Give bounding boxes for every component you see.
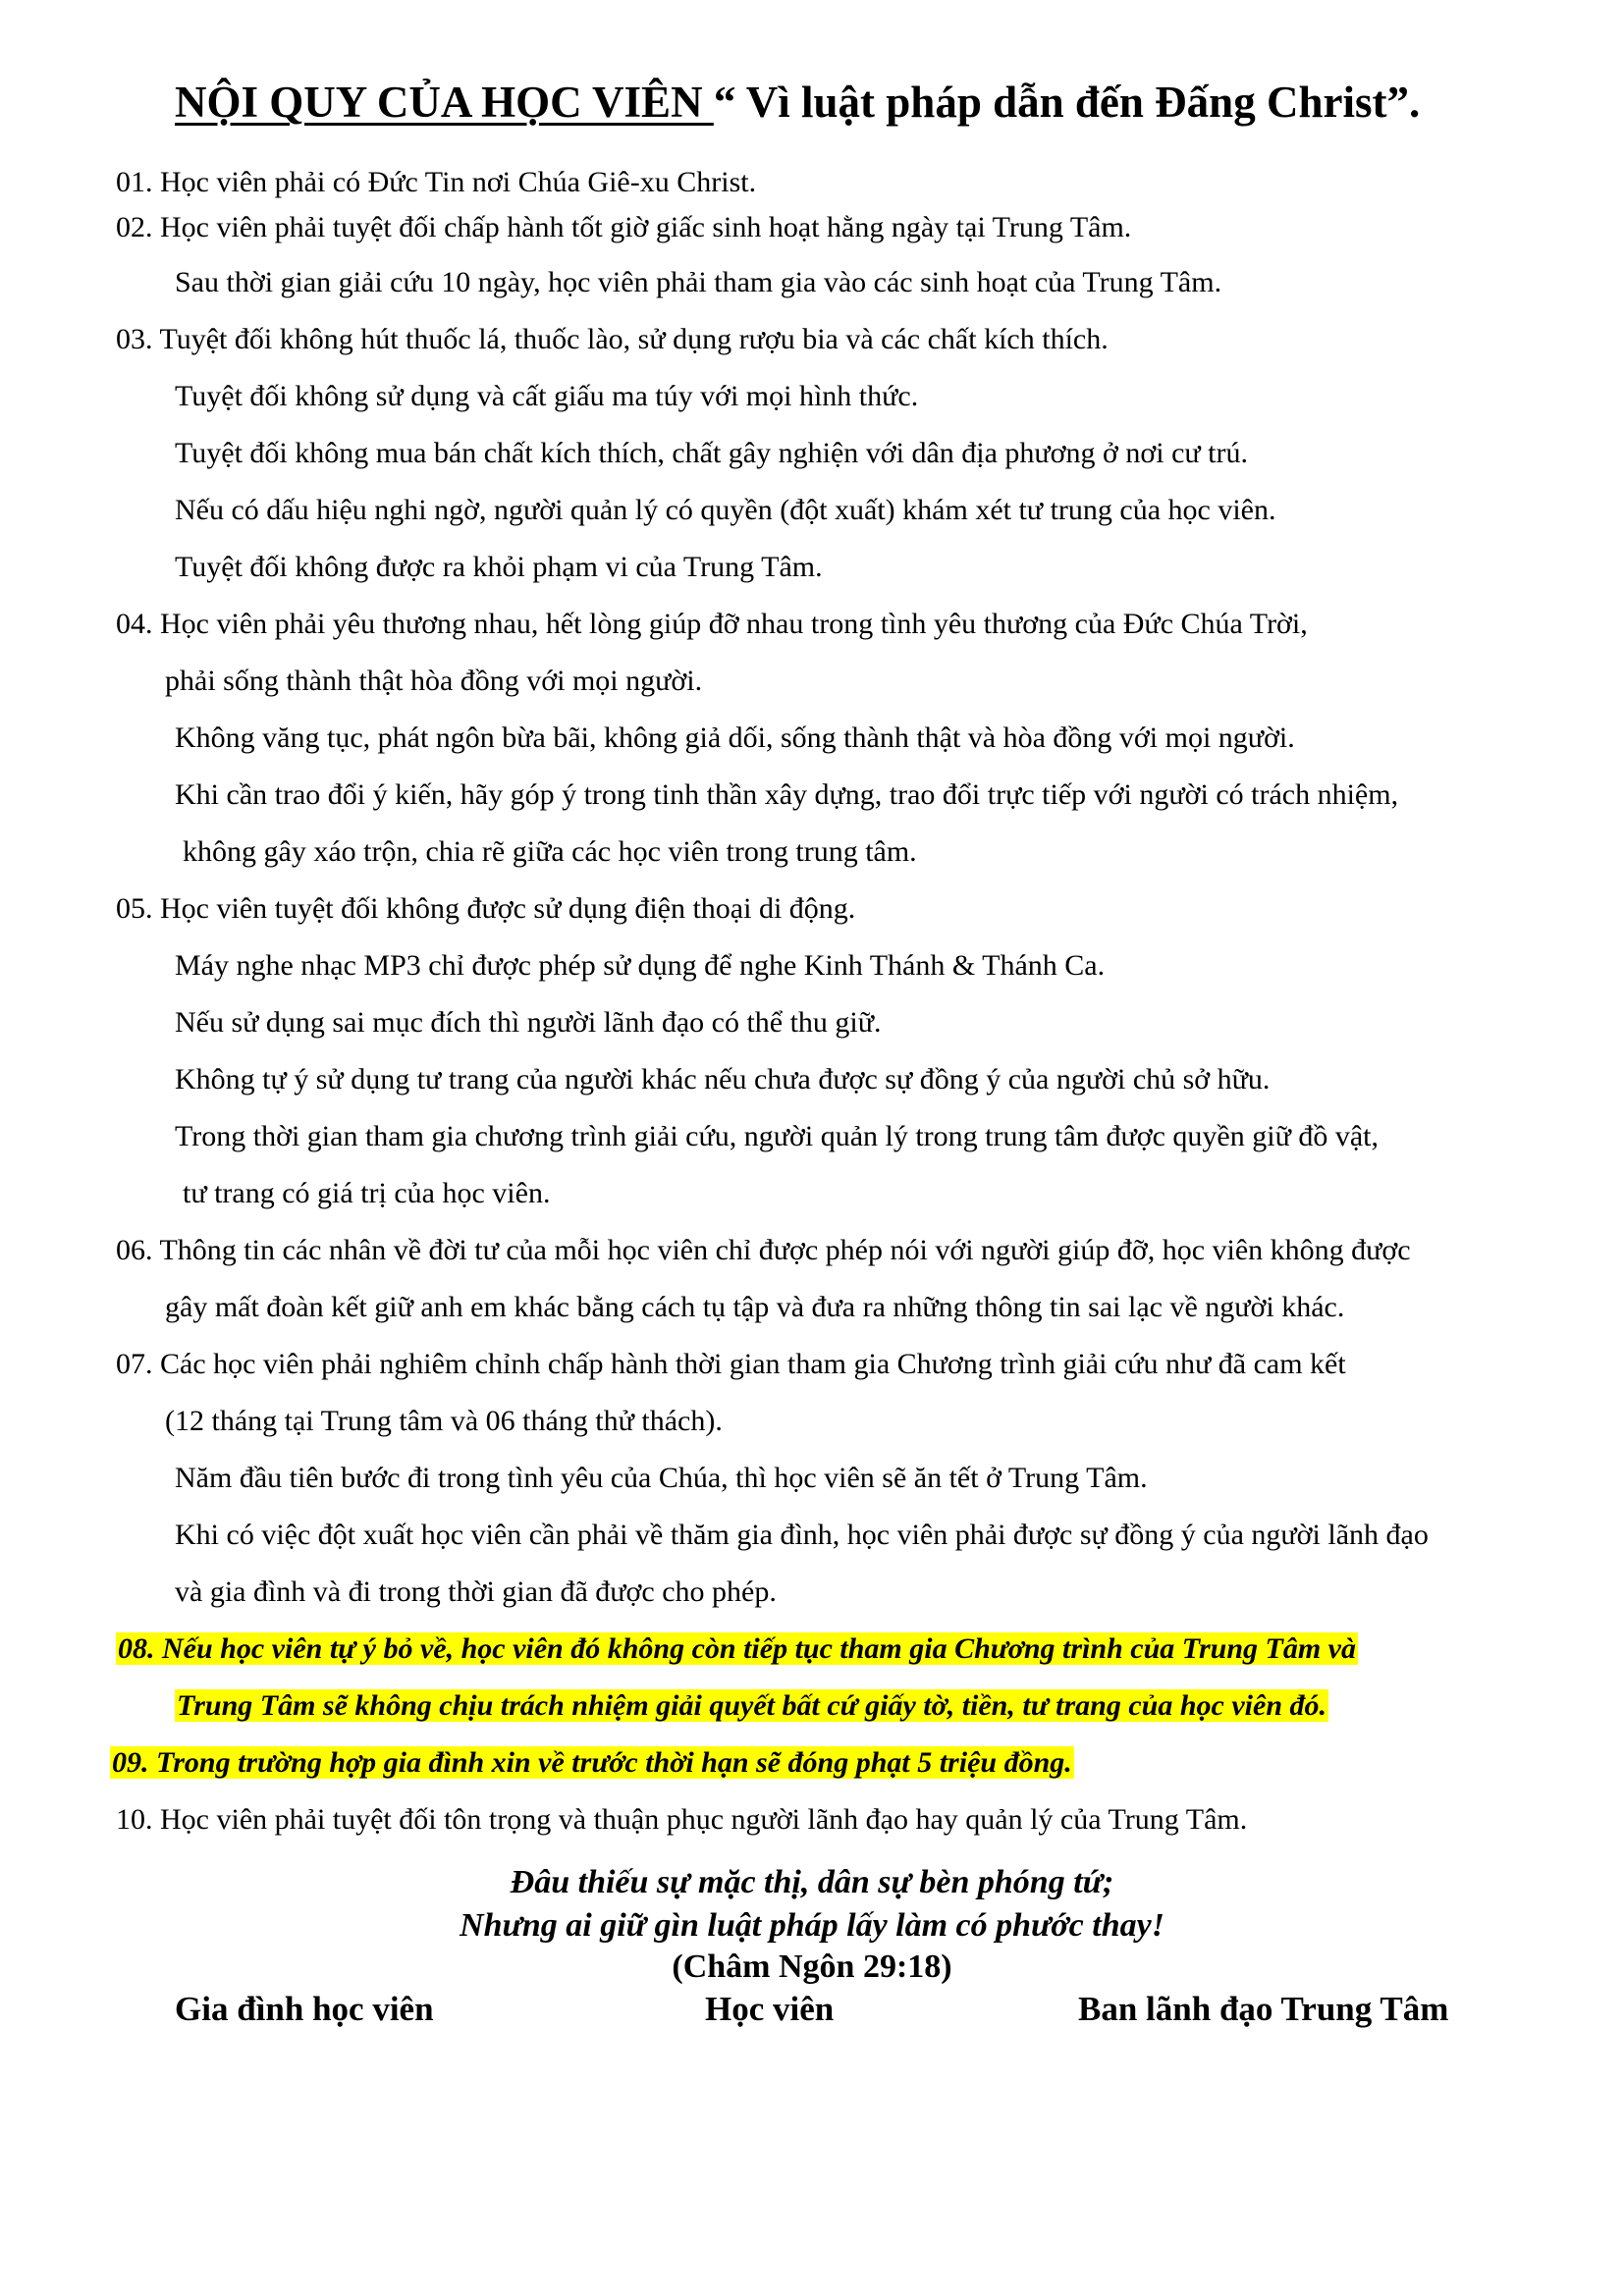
- rule-05-detail-3: Không tự ý sử dụng tư trang của người khác nếu chưa được sự đồng ý của người chủ sở hữu.: [175, 1063, 1271, 1095]
- rule-10: 10. Học viên phải tuyệt đối tôn trọng và thuận phục người lãnh đạo hay quản lý của Trung Tâm.: [116, 1803, 1248, 1836]
- rule-07-detail-1: Năm đầu tiên bước đi trong tình yêu của Chúa, thì học viên sẽ ăn tết ở Trung Tâm.: [175, 1462, 1148, 1494]
- title-underlined: NỘI QUY CỦA HỌC VIÊN: [175, 78, 714, 127]
- rule-03-detail-1: Tuyệt đối không sử dụng và cất giấu ma túy với mọi hình thức.: [175, 380, 919, 412]
- rule-07: 07. Các học viên phải nghiêm chỉnh chấp hành thời gian tham gia Chương trình giải cứu như đã cam kết: [116, 1348, 1346, 1380]
- rule-04-detail-1: Không văng tục, phát ngôn bừa bãi, không giả dối, sống thành thật và hòa đồng với mọi người.: [175, 721, 1295, 754]
- rule-05-detail-1: Máy nghe nhạc MP3 chỉ được phép sử dụng để nghe Kinh Thánh & Thánh Ca.: [175, 949, 1106, 982]
- signature-leadership: Ban lãnh đạo Trung Tâm: [1078, 1990, 1449, 2028]
- rule-05: 05. Học viên tuyệt đối không được sử dụng điện thoại di động.: [116, 892, 856, 925]
- rule-08: [116, 1629, 1358, 1669]
- rule-08-cont-highlight: Trung Tâm sẽ không chịu trách nhiệm giải quyết bất cứ giấy tờ, tiền, tư trang của học viên đó.: [177, 1689, 1327, 1722]
- rule-06: 06. Thông tin các nhân về đời tư của mỗi học viên chỉ được phép nói với người giúp đỡ, học viên không được: [116, 1234, 1411, 1266]
- rule-07-detail-2: Khi có việc đột xuất học viên cần phải về thăm gia đình, học viên phải được sự đồng ý của người lãnh đạo: [175, 1519, 1429, 1551]
- rule-04-cont: phải sống thành thật hòa đồng với mọi người.: [165, 665, 703, 697]
- signature-family: Gia đình học viên: [175, 1990, 434, 2028]
- rule-09-highlight: 09. Trong trường hợp gia đình xin về trước thời hạn sẽ đóng phạt 5 triệu đồng.: [112, 1746, 1072, 1779]
- signature-student: Học viên: [705, 1990, 835, 2028]
- rule-04-detail-2: Khi cần trao đổi ý kiến, hãy góp ý trong tinh thần xây dựng, trao đổi trực tiếp với người có trách nhiệm,: [175, 778, 1399, 811]
- title-subtitle: “ Vì luật pháp dẫn đến Đấng Christ”.: [713, 78, 1421, 127]
- rule-02-detail: Sau thời gian giải cứu 10 ngày, học viên phải tham gia vào các sinh hoạt của Trung Tâm.: [175, 266, 1222, 298]
- rule-04: 04. Học viên phải yêu thương nhau, hết lòng giúp đỡ nhau trong tình yêu thương của Đức Chúa Trời,: [116, 608, 1308, 640]
- rule-03: 03. Tuyệt đối không hút thuốc lá, thuốc lào, sử dụng rượu bia và các chất kích thích.: [116, 323, 1109, 355]
- rule-01: 01. Học viên phải có Đức Tin nơi Chúa Giê-xu Christ.: [116, 166, 757, 198]
- rule-07-cont: (12 tháng tại Trung tâm và 06 tháng thử thách).: [165, 1405, 723, 1437]
- rule-06-cont: gây mất đoàn kết giữ anh em khác bằng cách tụ tập và đưa ra những thông tin sai lạc về người khác.: [165, 1291, 1345, 1323]
- rule-09: [110, 1743, 1074, 1783]
- verse-reference: (Châm Ngôn 29:18): [672, 1949, 952, 1985]
- rule-05-detail-4: Trong thời gian tham gia chương trình giải cứu, người quản lý trong trung tâm được quyền giữ đồ vật,: [175, 1120, 1379, 1152]
- rule-02: 02. Học viên phải tuyệt đối chấp hành tốt giờ giấc sinh hoạt hằng ngày tại Trung Tâm.: [116, 211, 1132, 243]
- document-title: [175, 77, 1420, 128]
- rule-04-detail-2-cont: không gây xáo trộn, chia rẽ giữa các học viên trong trung tâm.: [183, 835, 917, 868]
- rule-08-cont: [175, 1686, 1328, 1726]
- rule-08-highlight: 08. Nếu học viên tự ý bỏ về, học viên đó không còn tiếp tục tham gia Chương trình của Trung Tâm và: [118, 1632, 1356, 1665]
- rule-03-detail-4: Tuyệt đối không được ra khỏi phạm vi của Trung Tâm.: [175, 551, 823, 583]
- rule-07-detail-2-cont: và gia đình và đi trong thời gian đã được cho phép.: [175, 1575, 777, 1608]
- rule-03-detail-2: Tuyệt đối không mua bán chất kích thích, chất gây nghiện với dân địa phương ở nơi cư trú.: [175, 437, 1249, 469]
- rule-05-detail-2: Nếu sử dụng sai mục đích thì người lãnh đạo có thể thu giữ.: [175, 1006, 882, 1039]
- rule-03-detail-3: Nếu có dấu hiệu nghi ngờ, người quản lý có quyền (đột xuất) khám xét tư trung của học viên.: [175, 494, 1276, 526]
- rule-05-detail-4-cont: tư trang có giá trị của học viên.: [183, 1177, 551, 1209]
- verse-line-1: Đâu thiếu sự mặc thị, dân sự bèn phóng tứ;: [510, 1864, 1114, 1900]
- verse-line-2: Nhưng ai giữ gìn luật pháp lấy làm có phước thay!: [460, 1907, 1164, 1944]
